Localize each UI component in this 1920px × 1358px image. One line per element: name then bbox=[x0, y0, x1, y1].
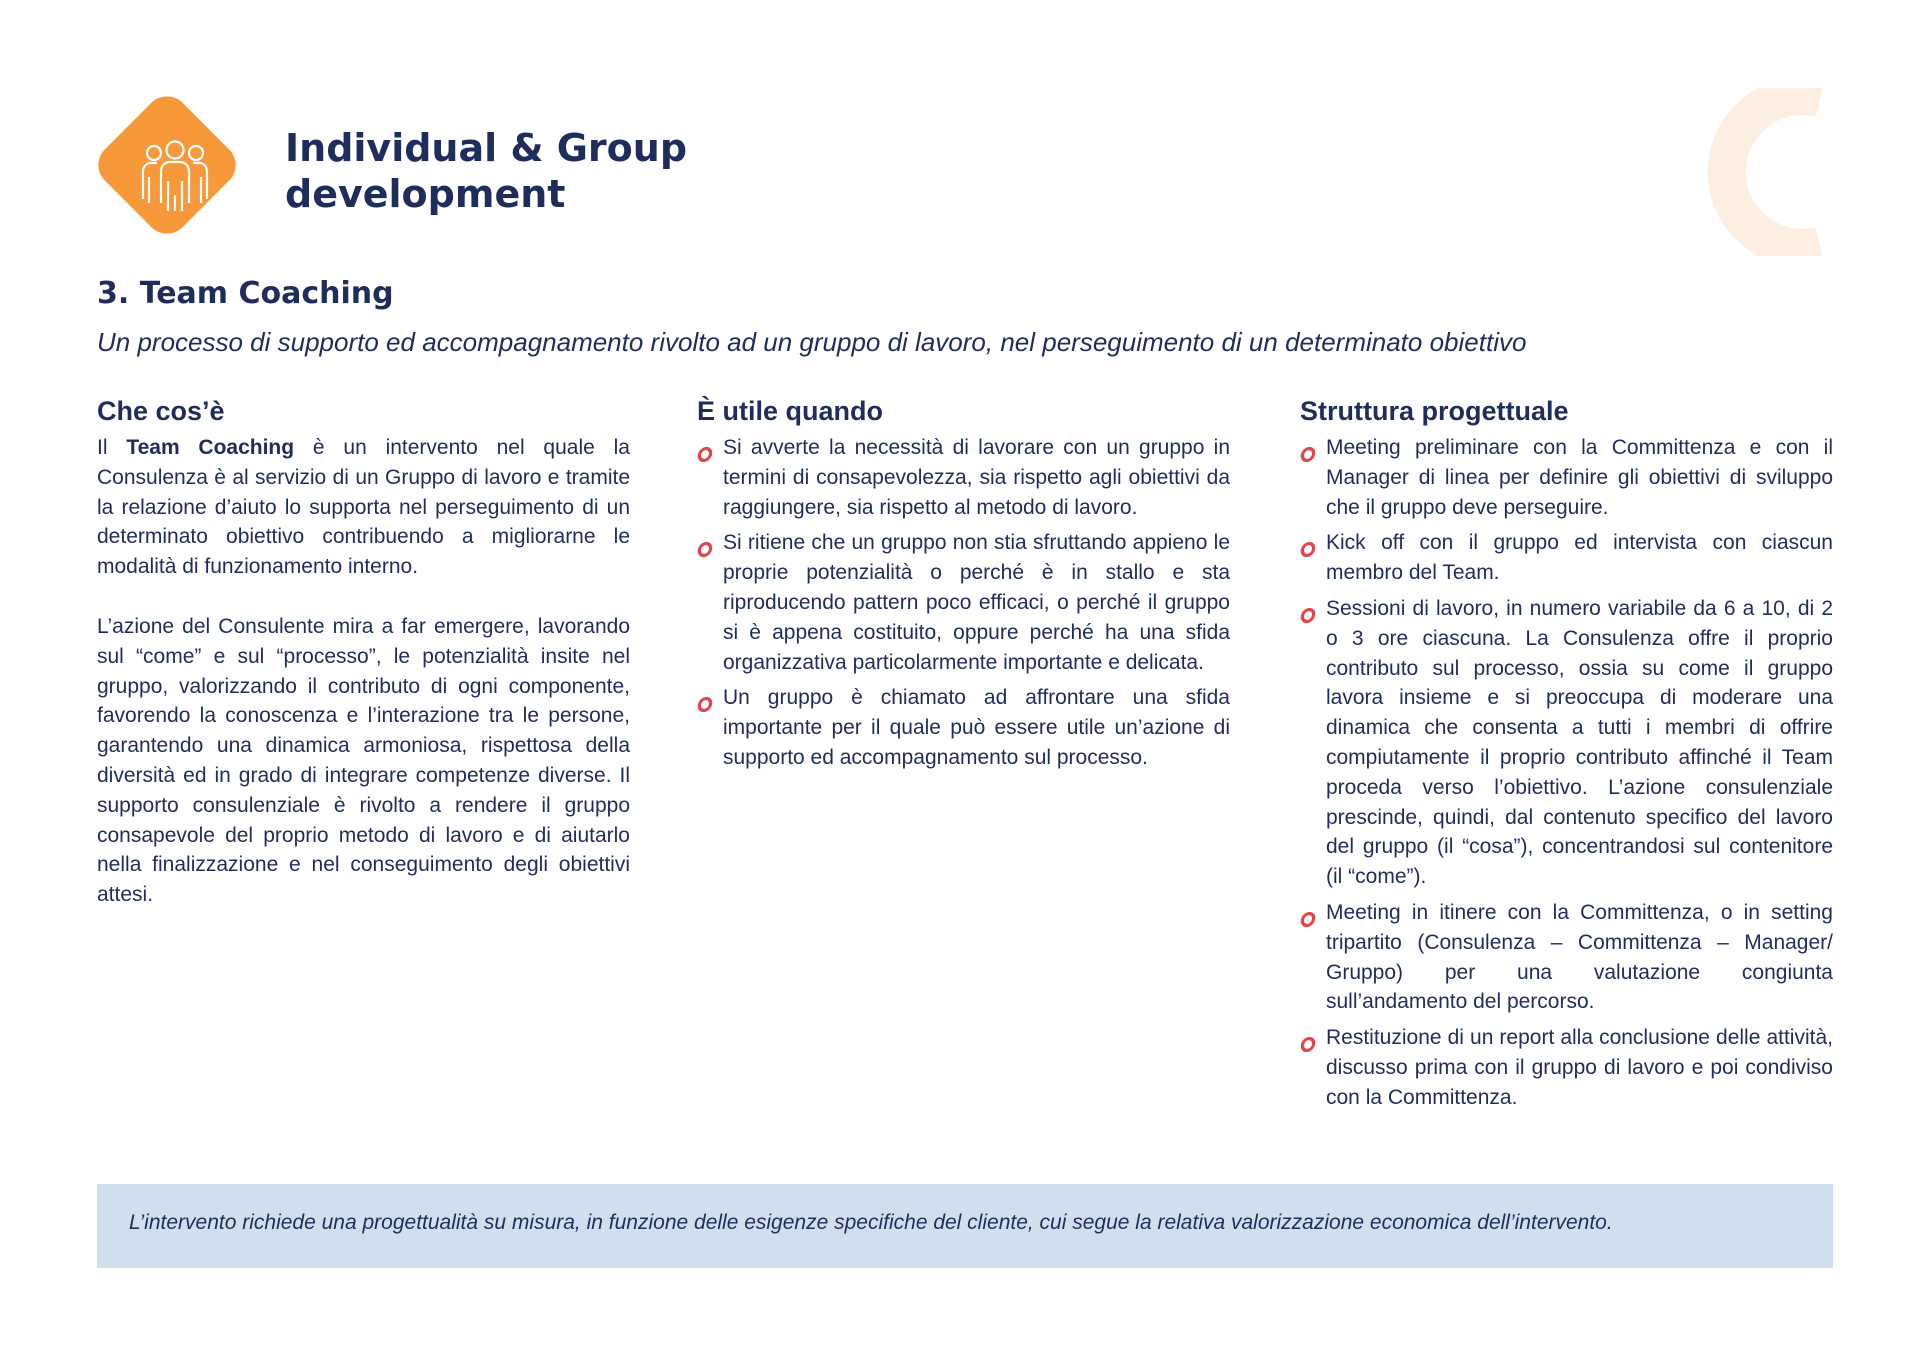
bullet-ring-icon bbox=[1300, 602, 1316, 617]
header-title-line1: Individual & Group bbox=[285, 126, 688, 170]
list-item-text: Kick off con il gruppo ed intervista con ciascun membro del Team. bbox=[1326, 531, 1833, 585]
bullet-ring-icon bbox=[1300, 441, 1316, 456]
list-item-text: Si avverte la necessità di lavorare con un gruppo in termini di consapevolezza, sia rispetto agli obiettivi da raggiungere, sia rispetto al metodo di lavoro. bbox=[723, 436, 1230, 519]
bullet-ring-icon bbox=[697, 441, 713, 456]
bullet-ring-icon bbox=[697, 691, 713, 706]
list-item bbox=[1300, 433, 1833, 522]
group-people-icon bbox=[97, 97, 253, 253]
header-title bbox=[285, 125, 687, 217]
column-heading: È utile quando bbox=[697, 396, 883, 426]
paragraph bbox=[97, 433, 630, 582]
decorative-c-shape bbox=[1700, 88, 1868, 256]
list-item-text: Restituzione di un report alla conclusione delle attività, discusso prima con il gruppo di lavoro e poi condiviso con la Committenza. bbox=[1326, 1026, 1833, 1109]
section-title: 3. Team Coaching bbox=[97, 276, 394, 311]
list-item bbox=[697, 528, 1230, 677]
bullet-ring-icon bbox=[1300, 906, 1316, 921]
header-title-line2: development bbox=[285, 172, 566, 216]
list-item-text: Sessioni di lavoro, in numero variabile da 6 a 10, di 2 o 3 ore ciascuna. La Consulenza offre il proprio contributo sul processo, ossia su come il gruppo lavora insieme e si preoccupa di moderare una dinamica che consenta a tutti i membri di offrire compiutamente il proprio contributo affinché il Team proceda verso l’obiettivo. L’azione consulenziale prescinde, quindi, dal contenuto specifico del lavoro del gruppo (il “cosa”), concentrandosi sul contenitore (il “come”). bbox=[1326, 596, 1833, 889]
list-item bbox=[1300, 898, 1833, 1017]
column-what-is bbox=[97, 396, 630, 910]
section-subtitle: Un processo di supporto ed accompagnamento rivolto ad un gruppo di lavoro, nel perseguimento di un determinato obiettivo bbox=[97, 327, 1527, 357]
list-item bbox=[1300, 1023, 1833, 1112]
column-project-structure bbox=[1300, 396, 1833, 1119]
list-item bbox=[697, 683, 1230, 772]
paragraph: L’azione del Consulente mira a far emergere, lavorando sul “come” e sul “processo”, le potenzialità insite nel gruppo, valorizzando il contributo di ogni componente, favorendo la conoscenza e l’interazione tra le persone, garantendo una dinamica armoniosa, rispettosa della diversità ed in grado di integrare competenze diverse. Il supporto consulenziale è rivolto a rendere il gruppo consapevole del proprio metodo di lavoro e di aiutarlo nella finalizzazione e nel conseguimento degli obiettivi attesi. bbox=[97, 614, 630, 907]
paragraph-bold-term: Team Coaching bbox=[126, 436, 295, 459]
footer-note-text: L’intervento richiede una progettualità su misura, in funzione delle esigenze specifiche del cliente, cui segue la relativa valorizzazione economica dell’intervento. bbox=[129, 1211, 1613, 1234]
list-item-text: Meeting in itinere con la Committenza, o in setting tripartito (Consulenza – Committenza – Manager/ Gruppo) per una valutazione congiunta sull’andamento del percorso. bbox=[1326, 900, 1833, 1014]
list-item bbox=[697, 433, 1230, 522]
bullet-list bbox=[697, 433, 1230, 773]
column-heading: Struttura progettuale bbox=[1300, 396, 1569, 426]
list-item-text: Si ritiene che un gruppo non stia sfruttando appieno le proprie potenzialità o perché è in stallo e sta riproducendo pattern poco efficaci, o perché il gruppo si è appena costituito, oppure perché ha una sfida organizzativa particolarmente importante e delicata. bbox=[723, 531, 1230, 674]
column-useful-when bbox=[697, 396, 1230, 779]
bullet-ring-icon bbox=[697, 536, 713, 551]
list-item-text: Meeting preliminare con la Committenza e con il Manager di linea per definire gli obiettivi di sviluppo che il gruppo deve perseguire. bbox=[1326, 436, 1833, 519]
list-item-text: Un gruppo è chiamato ad affrontare una sfida importante per il quale può essere utile un’azione di supporto ed accompagnamento sul processo. bbox=[723, 686, 1230, 769]
column-heading: Che cos’è bbox=[97, 396, 225, 426]
list-item bbox=[1300, 528, 1833, 588]
paragraph-prefix: Il bbox=[97, 436, 127, 459]
bullet-list bbox=[1300, 433, 1833, 1113]
footer-note-box bbox=[97, 1184, 1833, 1268]
paragraph-rest: è un intervento nel quale la Consulenza è al servizio di un Gruppo di lavoro e tramite la relazione d’aiuto lo supporta nel perseguimento di un determinato obiettivo contribuendo a migliorarne le modalità di funzionamento interno. bbox=[97, 436, 630, 579]
list-item bbox=[1300, 594, 1833, 892]
bullet-ring-icon bbox=[1300, 536, 1316, 551]
bullet-ring-icon bbox=[1300, 1031, 1316, 1046]
